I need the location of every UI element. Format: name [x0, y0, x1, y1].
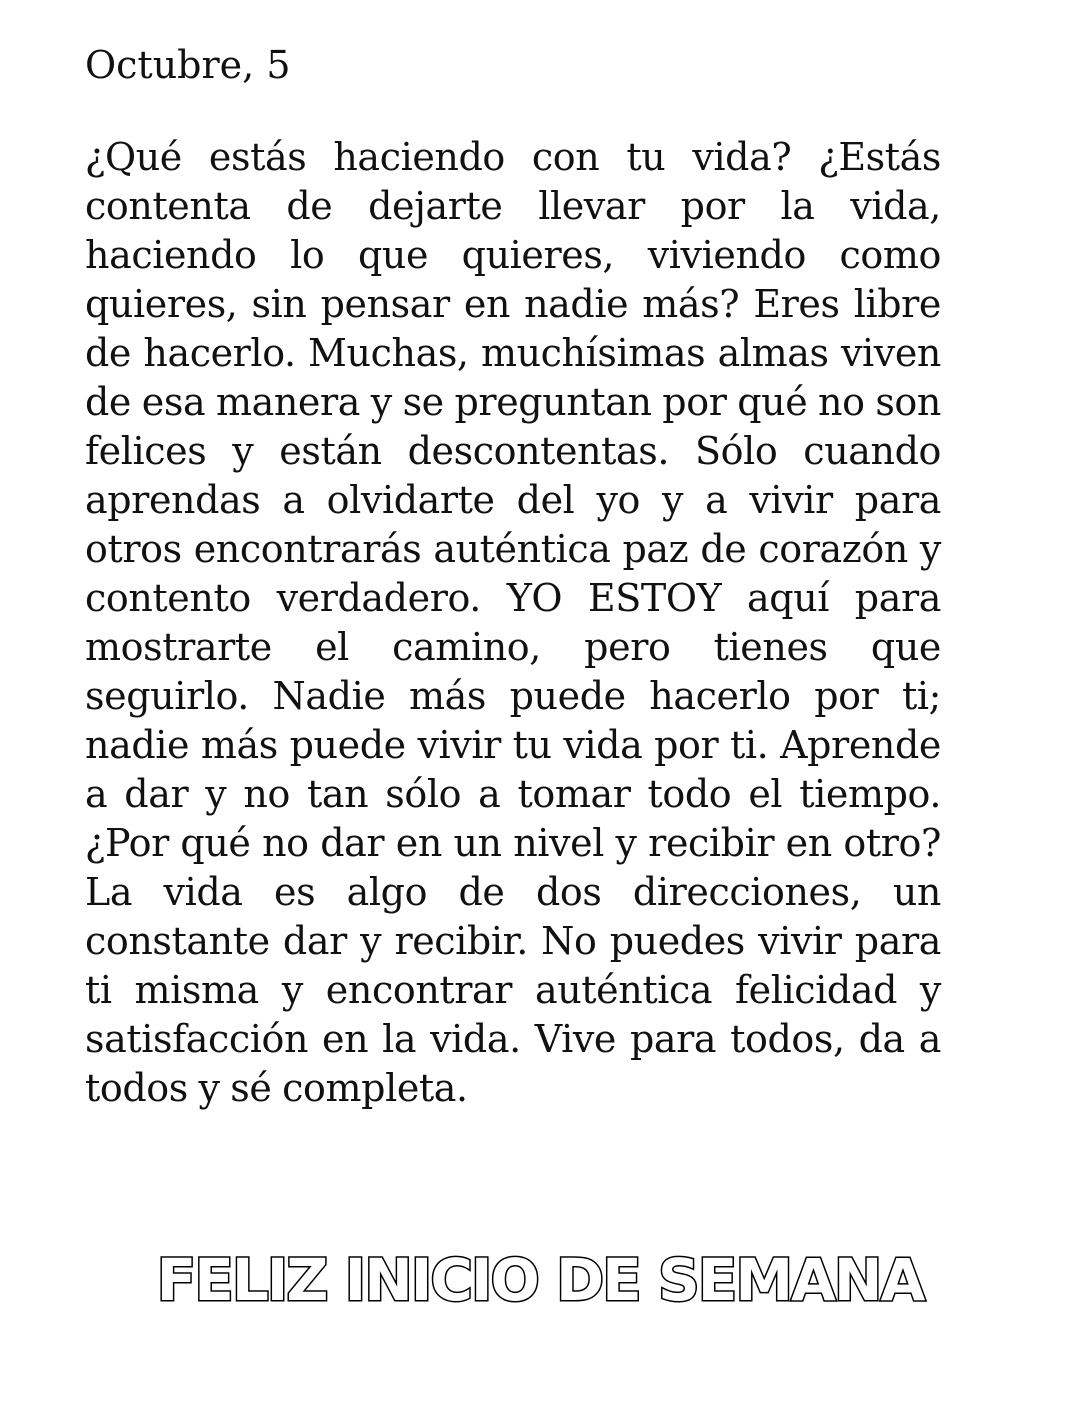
devotional-paragraph: ¿Qué estás haciendo con tu vida? ¿Estás contenta de dejarte llevar por la vida, haciendo lo que quieres, viviendo como quieres, sin pensar en nadie más? Eres libre de hacerlo. Muchas, muchísimas almas viven de esa manera y se preguntan por qué no son felices y están descontentas. Sólo cuando aprendas a olvidarte del yo y a vivir para otros encontrarás auténtica paz de corazón y contento verdadero. YO ESTOY aquí para mostrarte el camino, pero tienes que seguirlo. Nadie más puede hacerlo por ti; nadie más puede vivir tu vida por ti. Aprende a dar y no tan sólo a tomar todo el tiempo. ¿Por qué no dar en un nivel y recibir en otro? La vida es algo de dos direcciones, un constante dar y recibir. No puedes vivir para ti misma y encontrar auténtica felicidad y satisfacción en la vida. Vive para todos, da a todos y sé completa.	[85, 135, 941, 1110]
weekly-greeting-banner: FELIZ INICIO DE SEMANA	[156, 1246, 924, 1314]
entry-date: Octubre, 5	[85, 43, 291, 87]
